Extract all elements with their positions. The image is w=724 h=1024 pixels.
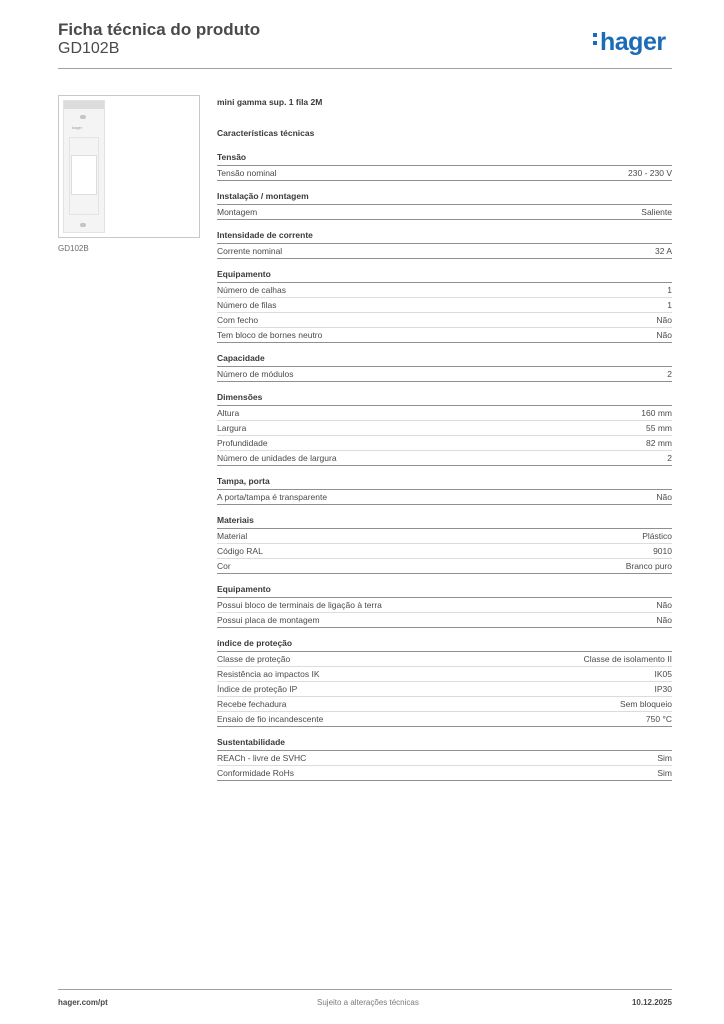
section-heading: índice de proteção [217,638,672,652]
section-heading: Tampa, porta [217,476,672,490]
product-caption: GD102B [58,244,89,253]
spec-value: 1 [667,285,672,295]
spec-row [217,751,672,766]
spec-label: Classe de proteção [217,654,291,664]
spec-value: 9010 [653,546,672,556]
spec-value: IP30 [654,684,672,694]
spec-label: Conformidade RoHs [217,768,295,778]
spec-label: Número de unidades de largura [217,453,337,463]
section-heading: Capacidade [217,353,672,367]
spec-row [217,544,672,559]
spec-row [217,205,672,220]
section-heading: Materiais [217,515,672,529]
spec-value: Sim [657,768,672,778]
spec-row [217,559,672,574]
spec-value: 1 [667,300,672,310]
spec-label: Altura [217,408,240,418]
spec-value: IK05 [654,669,672,679]
spec-row [217,490,672,505]
spec-row [217,244,672,259]
spec-label: Possui bloco de terminais de ligação à terra [217,600,382,610]
footer-divider [58,989,672,990]
spec-row [217,598,672,613]
spec-label: Montagem [217,207,258,217]
spec-section [217,269,672,343]
spec-row [217,367,672,382]
spec-value: 2 [667,369,672,379]
spec-value: Saliente [641,207,672,217]
product-code: GD102B [58,40,120,57]
spec-section [217,476,672,505]
spec-row [217,529,672,544]
section-heading: Equipamento [217,269,672,283]
screw-icon [80,115,86,119]
spec-value: Não [656,492,672,502]
spec-subtitle: Características técnicas [217,128,315,138]
spec-section [217,515,672,574]
screw-icon [80,223,86,227]
spec-row [217,298,672,313]
spec-label: Largura [217,423,247,433]
spec-label: Material [217,531,248,541]
spec-value: 750 °C [645,714,672,724]
spec-section [217,152,672,181]
spec-label: Número de módulos [217,369,294,379]
spec-section [217,638,672,727]
logo-text: hager [600,28,666,56]
spec-row [217,166,672,181]
spec-row [217,283,672,298]
section-heading: Tensão [217,152,672,166]
spec-section [217,353,672,382]
spec-row [217,766,672,781]
spec-value: Não [656,600,672,610]
header-divider [58,68,672,69]
spec-label: Possui placa de montagem [217,615,320,625]
spec-section [217,230,672,259]
spec-label: REACh - livre de SVHC [217,753,307,763]
spec-value: Não [656,330,672,340]
spec-label: Índice de proteção IP [217,684,298,694]
spec-value: 160 mm [641,408,672,418]
spec-section [217,737,672,781]
spec-value: Sim [657,753,672,763]
spec-row [217,451,672,466]
spec-value: Não [656,615,672,625]
spec-label: A porta/tampa é transparente [217,492,328,502]
spec-row [217,712,672,727]
product-image-brand: hager [72,125,83,130]
product-image-frame [58,95,200,238]
spec-section [217,584,672,628]
spec-table [217,97,672,781]
spec-label: Profundidade [217,438,268,448]
page-title: Ficha técnica do produto [58,20,261,39]
hager-logo [593,28,666,57]
spec-value: 82 mm [646,438,672,448]
spec-row [217,313,672,328]
product-image [63,100,105,233]
spec-value: 230 - 230 V [628,168,672,178]
spec-value: Sem bloqueio [620,699,672,709]
footer-website: hager.com/pt [58,998,108,1007]
spec-value: Plástico [642,531,672,541]
spec-label: Resistência ao impactos IK [217,669,320,679]
product-description: mini gamma sup. 1 fila 2M [217,97,323,107]
spec-section [217,191,672,220]
spec-value: 2 [667,453,672,463]
spec-label: Corrente nominal [217,246,283,256]
section-heading: Equipamento [217,584,672,598]
spec-row [217,613,672,628]
spec-value: 32 A [654,246,672,256]
footer-date: 10.12.2025 [631,998,672,1007]
spec-row [217,667,672,682]
module-slot [71,155,97,195]
spec-row [217,421,672,436]
spec-row [217,406,672,421]
spec-label: Com fecho [217,315,259,325]
spec-value: Não [656,315,672,325]
spec-label: Número de calhas [217,285,286,295]
spec-row [217,682,672,697]
section-heading: Sustentabilidade [217,737,672,751]
spec-sections [217,152,672,781]
spec-label: Tem bloco de bornes neutro [217,330,323,340]
section-heading: Dimensões [217,392,672,406]
spec-section [217,392,672,466]
spec-value: Classe de isolamento II [583,654,672,664]
spec-row [217,697,672,712]
spec-label: Cor [217,561,231,571]
section-heading: Intensidade de corrente [217,230,672,244]
spec-label: Tensão nominal [217,168,277,178]
spec-label: Código RAL [217,546,263,556]
spec-row [217,652,672,667]
spec-row [217,436,672,451]
spec-value: 55 mm [646,423,672,433]
spec-label: Ensaio de fio incandescente [217,714,324,724]
spec-row [217,328,672,343]
spec-label: Recebe fechadura [217,699,287,709]
footer-notice: Sujeito a alterações técnicas [317,998,419,1007]
logo-dots-icon [593,33,597,49]
spec-value: Branco puro [625,561,672,571]
section-heading: Instalação / montagem [217,191,672,205]
spec-label: Número de filas [217,300,277,310]
